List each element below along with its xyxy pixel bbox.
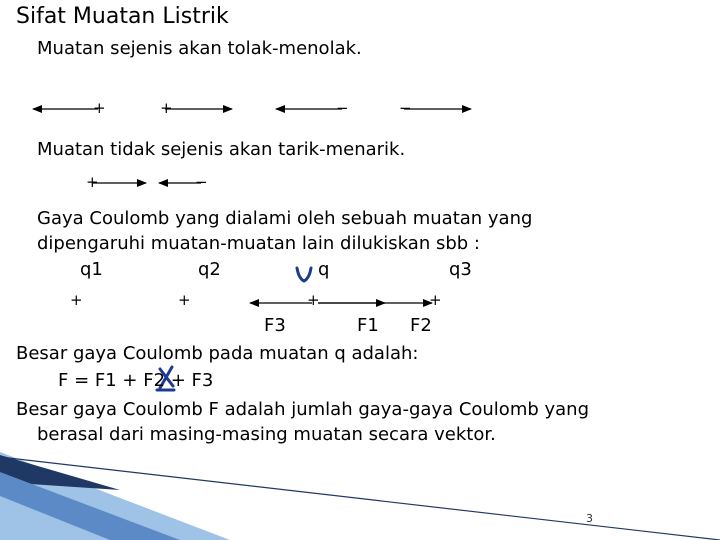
charge-sign: + [70,291,83,309]
charge-sign: + [429,291,442,309]
charge-sign: + [307,291,320,309]
charge-sign: + [178,291,191,309]
slide-title: Sifat Muatan Listrik [16,4,229,29]
charge-sign: + [93,99,106,117]
bullet-text-coulomb-line1: Gaya Coulomb yang dialami oleh sebuah muatan yang [37,208,533,229]
charge-label-q2: q2 [198,259,221,280]
body-text-line1: Besar gaya Coulomb pada muatan q adalah: [16,343,419,364]
charge-sign: − [336,99,349,117]
charge-label-q: q [318,259,330,280]
force-label-f2: F2 [410,315,432,336]
force-equation: F = F1 + F2 + F3 [58,370,214,391]
charge-sign: − [195,173,208,191]
charge-label-q3: q3 [449,259,472,280]
body-text-line2: Besar gaya Coulomb F adalah jumlah gaya-gaya Coulomb yang [16,399,590,420]
handwritten-tick-mark [297,268,311,281]
force-label-f1: F1 [357,315,379,336]
charge-sign: + [160,99,173,117]
bullet-text-coulomb-line2: dipengaruhi muatan-muatan lain dilukiskan sbb : [37,233,480,254]
bullet-text-same-charges: Muatan sejenis akan tolak-menolak. [37,38,362,59]
page-number: 3 [586,512,593,525]
force-label-f3: F3 [264,315,286,336]
charge-label-q1: q1 [80,259,103,280]
body-text-line3: berasal dari masing-masing muatan secara vektor. [37,424,496,445]
charge-sign: − [399,99,412,117]
charge-sign: + [86,173,99,191]
bullet-text-opposite-charges: Muatan tidak sejenis akan tarik-menarik. [37,139,406,160]
